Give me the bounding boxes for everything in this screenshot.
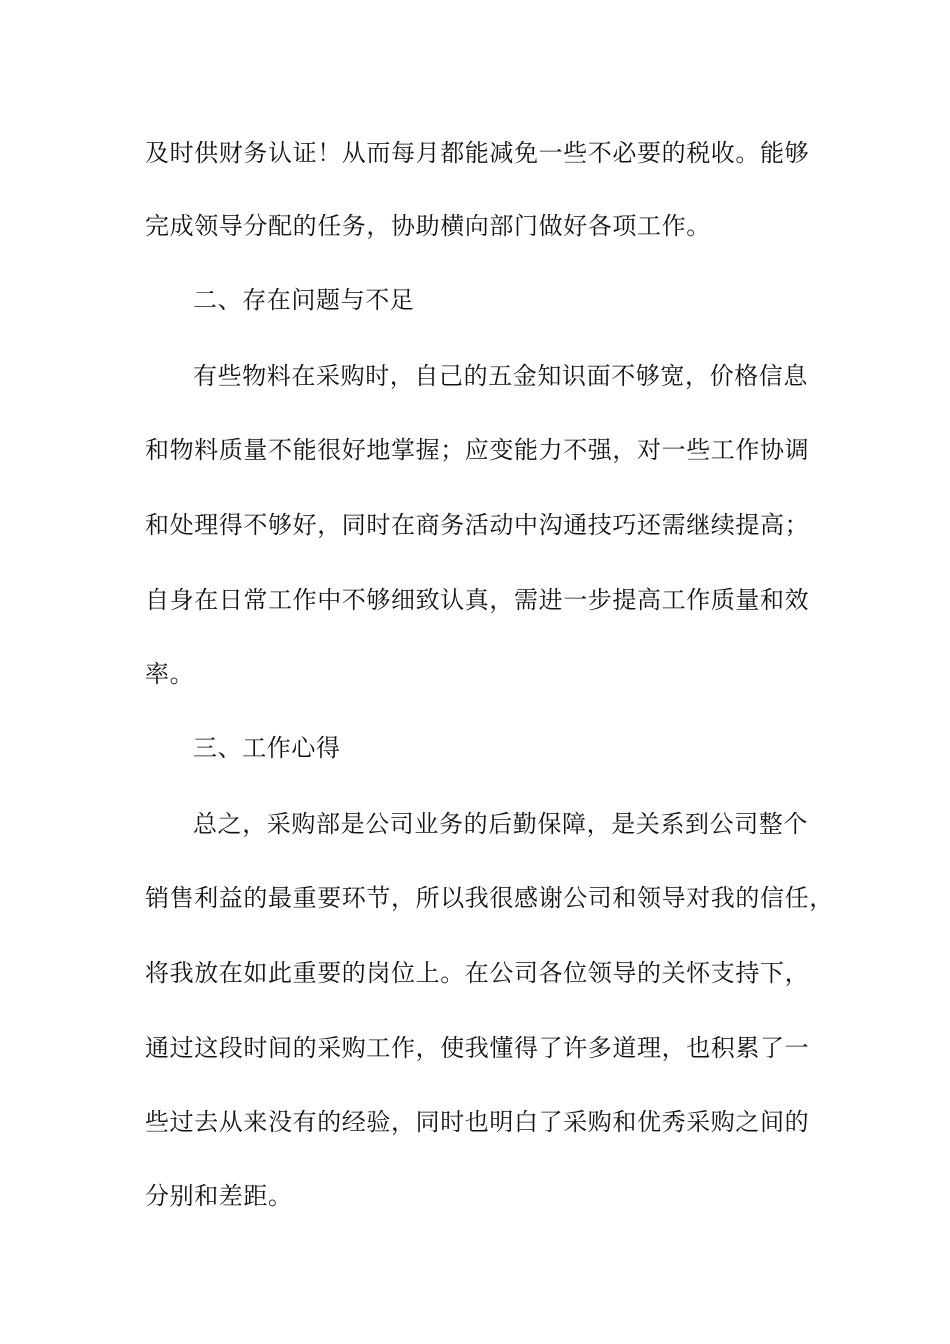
paragraph-line: 通过这段时间的采购工作，使我懂得了许多道理，也积累了一 (145, 1034, 810, 1062)
section-heading: 三、工作心得 (193, 734, 341, 762)
section-heading: 二、存在问题与不足 (193, 286, 415, 314)
paragraph-line: 将我放在如此重要的岗位上。在公司各位领导的关怀支持下， (145, 959, 810, 987)
paragraph-line: 和物料质量不能很好地掌握；应变能力不强，对一些工作协调 (145, 436, 810, 464)
paragraph-line: 些过去从来没有的经验，同时也明白了采购和优秀采购之间的 (145, 1108, 810, 1136)
paragraph-line: 完成领导分配的任务，协助横向部门做好各项工作。 (145, 212, 711, 240)
paragraph-line: 和处理得不够好，同时在商务活动中沟通技巧还需继续提高； (145, 511, 810, 539)
paragraph-line: 销售利益的最重要环节，所以我很感谢公司和领导对我的信任， (145, 884, 834, 912)
paragraph-line: 有些物料在采购时，自己的五金知识面不够宽，价格信息 (193, 362, 808, 390)
paragraph-line: 分别和差距。 (145, 1182, 293, 1210)
paragraph-line: 及时供财务认证！从而每月都能减免一些不必要的税收。能够 (145, 139, 810, 167)
paragraph-line: 率。 (145, 660, 195, 688)
paragraph-line: 总之，采购部是公司业务的后勤保障，是关系到公司整个 (193, 810, 808, 838)
paragraph-line: 自身在日常工作中不够细致认真，需进一步提高工作质量和效 (145, 586, 810, 614)
